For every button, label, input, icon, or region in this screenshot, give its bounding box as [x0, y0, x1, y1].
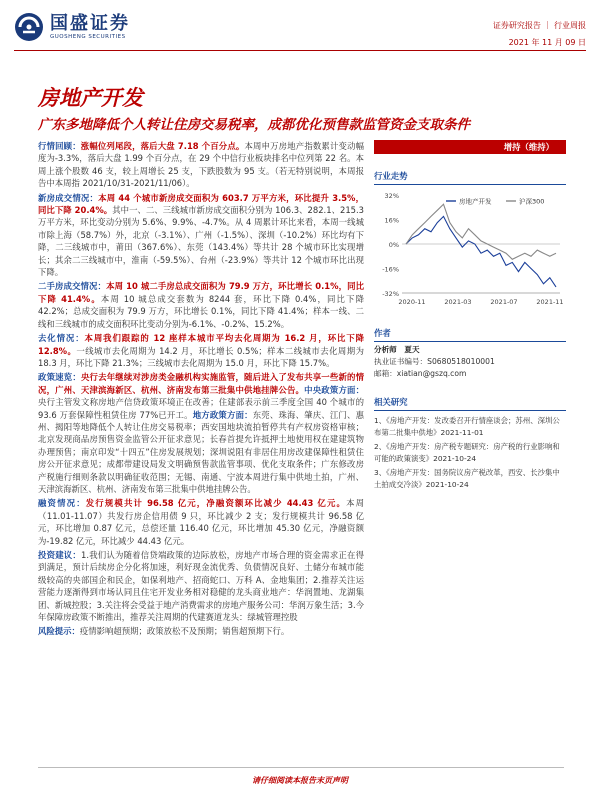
x-tick-label: 2020-11 — [398, 298, 426, 306]
y-tick-label: -32% — [382, 290, 399, 298]
policy-paragraph — [38, 371, 364, 495]
series-line-csi300 — [406, 204, 556, 259]
paragraph-text: 央行主管发文称房地产信贷政策环境正在改善；住建部表示前三季度全国 40 个城市的 93.6 万套保障性租赁住房 77%已开工。 — [38, 397, 364, 420]
risk-paragraph — [38, 625, 364, 637]
paragraph-text: 本周（11.01-11.07）共发行房企信用债 9 只，环比减少 2 支；发行规模共计 96.58 亿元，环比增加 0.87 亿元，总偿还量 116.40 亿元，环比增加 45.30 亿元，净融资额为-19.82 亿元，环比减少 44.43 亿元。 — [38, 498, 365, 546]
footer-divider — [38, 767, 564, 768]
x-tick-label: 2021-07 — [490, 298, 518, 306]
trend-chart-svg — [374, 189, 566, 311]
analyst-email: 邮箱：xiatian@gszq.com — [374, 369, 467, 378]
y-tick-label: 32% — [384, 192, 399, 200]
section-label: 融资情况： — [38, 498, 86, 509]
highlight-text: 本周 10 城二手房总成交面积为 79.9 万方，环比增长 0.1%，同比下降 41.4%。 — [38, 281, 365, 304]
investment-paragraph — [38, 549, 364, 623]
analyst-info — [374, 344, 566, 380]
analyst-heading: 作者 — [374, 327, 566, 342]
related-research-item[interactable]: 2、《房地产开发：房产税专题研究：房产税的行业影响和可能的政策演变》2021-10-24 — [374, 442, 560, 463]
highlight-text: 涨幅位列尾段，落后大盘 7.18 个百分点。 — [80, 141, 245, 151]
report-date: 2021 年 11 月 09 日 — [508, 38, 586, 47]
analyst-name: 分析师 夏天 — [374, 345, 420, 354]
report-type: 证券研究报告 ｜ 行业周报 — [492, 21, 586, 30]
y-tick-label: 16% — [384, 216, 399, 225]
company-logo — [14, 12, 130, 42]
section-label: 行情回顾： — [38, 141, 81, 151]
section-label: 风险提示： — [38, 626, 80, 637]
section-label: 投资建议： — [38, 550, 81, 560]
x-tick-label: 2021-11 — [536, 298, 564, 306]
paragraph-text: 疫情影响超预期；政策放松不及预期；销售超预期下行。 — [79, 626, 290, 637]
logo-name-en: GUOSHENG SECURITIES — [50, 34, 126, 40]
related-research-list — [374, 415, 566, 491]
sidebar — [374, 140, 566, 494]
page-footer: 请仔细阅读本报告末页声明 — [252, 776, 348, 785]
legend-label: 沪深300 — [519, 197, 545, 206]
section-label: 新房成交情况： — [38, 192, 99, 203]
paragraph-text: 1.我们认为随着信贷端政策的边际放松，房地产市场合理的资金需求正在得到满足，预计后续房企分化将加速，利好现金流优秀、负债情况良好、土储分布城市能级较高的央部国企和民企，如保利地产、招商蛇口、万科 A、金地集团；2.推荐关注运营能力逐渐得到市场认同且住宅开发业务相对稳健的龙头商业地产：华润置地、龙湖集团、新城控股；3.关注将会受益于地产消费需求的房地产服务公司：华润万象生活；3.今年保障房政策不断推出，推荐关注周期的代建赛道龙头：绿城管理控股 — [38, 550, 364, 623]
section-label: 政策速览： — [38, 372, 81, 383]
analyst-cert: 执业证书编号：S0680518010001 — [374, 357, 495, 366]
rating-badge: 增持（维持） — [374, 140, 566, 154]
logo-mark-icon — [14, 12, 44, 42]
section-label: 去化情况： — [38, 333, 85, 344]
inventory-paragraph — [38, 332, 364, 369]
highlight-text: 发行规模共计 96.58 亿元，净融资额环比减少 44.43 亿元。 — [85, 498, 347, 509]
paragraph-text: 一线城市去化周期为 14.2 月，环比增长 0.5%；样本二线城市去化周期为 18.3 月，环比下降 21.3%；三线城市去化周期为 15.0 月，环比下降 15.7%。 — [38, 345, 364, 368]
highlight-text: 本周我们跟踪的 12 座样本城市平均去化周期为 16.2 月，环比下降 12.8%。 — [38, 333, 365, 356]
main-body — [38, 140, 364, 640]
logo-name-cn: 国盛证券 — [50, 13, 130, 34]
resale-paragraph — [38, 280, 364, 330]
paragraph-text: 其中一、二、三线城市新房成交面积分别为 106.3、282.1、215.3 万平方米，环比变动分别为 5.6%、9.9%、-4.7%。从 4 周累计环比来看，本周一线城市除上海（58.7%）外，北京（-3.1%）、广州（-1.5%）、深圳（-10.2%）环比均有下降，二三线城市中，莆田（367.6%）、东莞（143.4%）等共计 28 个城市环比实现增长；其余二三线城市中，淮南（-59.5%）、台州（-23.9%）等共计 12 个城市环比出现下降。 — [38, 205, 364, 278]
highlight-text: 本周 44 个城市新房成交面积为 603.7 万平方米，环比提升 3.5%，同比下降 20.4%。 — [38, 192, 365, 216]
related-research-item[interactable]: 1、《房地产开发：发改委召开行情座谈会；苏州、深圳公布第二批集中供地》2021-11-01 — [374, 416, 560, 437]
sub-label: 地方政策方面： — [192, 409, 253, 420]
market-review-paragraph — [38, 140, 364, 190]
related-research-heading: 相关研究 — [374, 396, 566, 411]
header-divider — [14, 50, 586, 51]
paragraph-text: 本周申万房地产指数累计变动幅度为-3.3%，落后大盘 1.99 个百分点，在 29 个中信行业板块排名中位列第 22 名。本周上涨个股数 46 支，较上周增长 25 支，下跌股数为 95 支。（若无特别说明，本周报告中本周指 2021/10/31-2021/11/06）。 — [38, 141, 365, 189]
trend-heading: 行业走势 — [374, 170, 566, 185]
paragraph-text: 东莞、珠海、肇庆、江门、惠州、揭阳等地降低个人转让住房交易税率；西安国地块流拍暂停共有产权房资格审核；北京发现商品房预售资金监管公开征求意见；长春首提允许抵押土地使用权在建建筑物办理预售；南京印发“十四五”住房发展规划；深圳说阻有非居住用房改建保障性租赁住房公开征求意见；成都带建设局发文明确预售款监管事项、优化支取条件；广东修改房产税施行细则条款以明确征收范围；无锡、南通、宁波本周进行集中供地土拍，广州、天津滨海新区、杭州、济南发布第三批集中供地挂牌公告。 — [38, 409, 365, 494]
x-tick-label: 2021-03 — [444, 298, 472, 306]
series-line-real-estate — [406, 216, 556, 287]
y-tick-label: 0% — [388, 241, 399, 249]
y-tick-label: -16% — [382, 265, 399, 274]
page-subtitle: 广东多地降低个人转让住房交易税率，成都优化预售款监管资金支取条件 — [38, 117, 470, 133]
trend-chart — [374, 189, 566, 311]
sub-label: 中央政策方面： — [304, 384, 365, 395]
highlight-text: 央行去年继续对涉房类金融机构实施监管，随后进入了发布共享一些新的情况，广州、天津滨海新区、杭州、济南发布第三批集中供地挂牌公告。 — [38, 372, 365, 395]
paragraph-text: 本周 10 城总成交套数为 8244 套，环比下降 0.4%，同比下降 42.2%；总成交面积为 79.9 万方，环比增长 0.1%，同比下降 41.4%；样本一线、二线和三线城市的成交面积环比变动分别为-6.1%、-0.2%、15.2%。 — [38, 293, 364, 329]
legend-label: 房地产开发 — [459, 197, 492, 206]
page-title: 房地产开发 — [38, 85, 143, 110]
related-research-item[interactable]: 3、《房地产开发：国务院议房产税改革，西安、长沙集中土拍成交冷淡》2021-10-24 — [374, 468, 560, 489]
financing-paragraph — [38, 497, 364, 547]
new-home-paragraph — [38, 192, 364, 279]
page-header — [0, 0, 600, 56]
section-label: 二手房成交情况： — [38, 281, 107, 292]
